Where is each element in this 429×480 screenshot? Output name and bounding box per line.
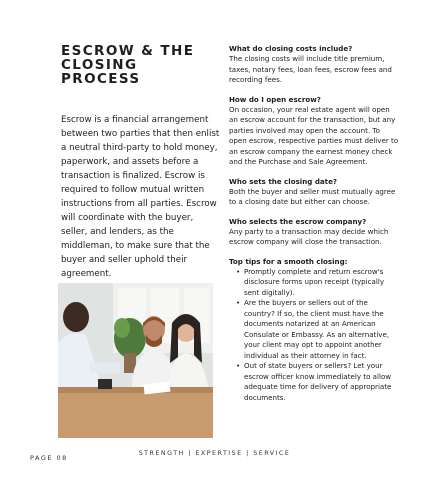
- faq-open-escrow: [229, 95, 399, 168]
- faq-closing-date: [229, 177, 399, 208]
- tips-heading: Top tips for a smooth closing:: [229, 256, 348, 266]
- faq-question: Who sets the closing date?: [229, 176, 337, 186]
- faq-answer: The closing costs will include title premium, taxes, notary fees, loan fees, escrow fees and recording fees.: [229, 54, 392, 84]
- faq-escrow-company: [229, 217, 399, 248]
- intro-paragraph: Escrow is a financial arrangement between two parties that then enlist a neutral third-party to hold money, paperwork, and assets before a transaction is finalized. Escrow is required to follow mutual written instructions from all parties. Escrow will coordinate with the buyer, seller, and lenders, as the middleman, to make sure that the buyer and seller uphold their agreement.: [61, 115, 220, 279]
- faq-answer: Any party to a transaction may decide which escrow company will close the transaction.: [229, 226, 389, 246]
- faq-question: Who selects the escrow company?: [229, 216, 367, 226]
- office-meeting-photo: [58, 283, 213, 438]
- tips-section: [229, 257, 399, 404]
- office-meeting-illustration: [58, 283, 213, 438]
- left-column: [61, 44, 221, 290]
- right-column: [229, 44, 399, 403]
- faq-answer: On occasion, your real estate agent will open an escrow account for the transaction, but any parties involved may open the account. To open escrow, respective parties must deliver to an escrow company the earnest money check and the Purchase and Sale Agreement.: [229, 104, 399, 166]
- faq-question: How do I open escrow?: [229, 94, 321, 104]
- tip-item: • Out of state buyers or sellers? Let your escrow officer know immediately to allow adequate time for delivery of appropriate documents.: [238, 361, 399, 403]
- page-number: PAGE 08: [30, 454, 68, 462]
- tip-item: • Are the buyers or sellers out of the country? If so, the client must have the documents notarized at an American Consulate or Embassy. As an alternative, your client may opt to appoint another individual as their attorney in fact.: [238, 298, 399, 361]
- tips-list: [229, 267, 399, 404]
- faq-answer: Both the buyer and seller must mutually agree to a closing date but either can choose.: [229, 186, 396, 206]
- tip-item: • Promptly complete and return escrow's disclosure forms upon receipt (typically sent digitally).: [238, 267, 399, 299]
- faq-question: What do closing costs include?: [229, 44, 353, 53]
- faq-closing-costs: [229, 44, 399, 86]
- footer-tagline: STRENGTH | EXPERTISE | SERVICE: [138, 450, 291, 457]
- page-title: ESCROW & THE CLOSING PROCESS: [61, 43, 195, 87]
